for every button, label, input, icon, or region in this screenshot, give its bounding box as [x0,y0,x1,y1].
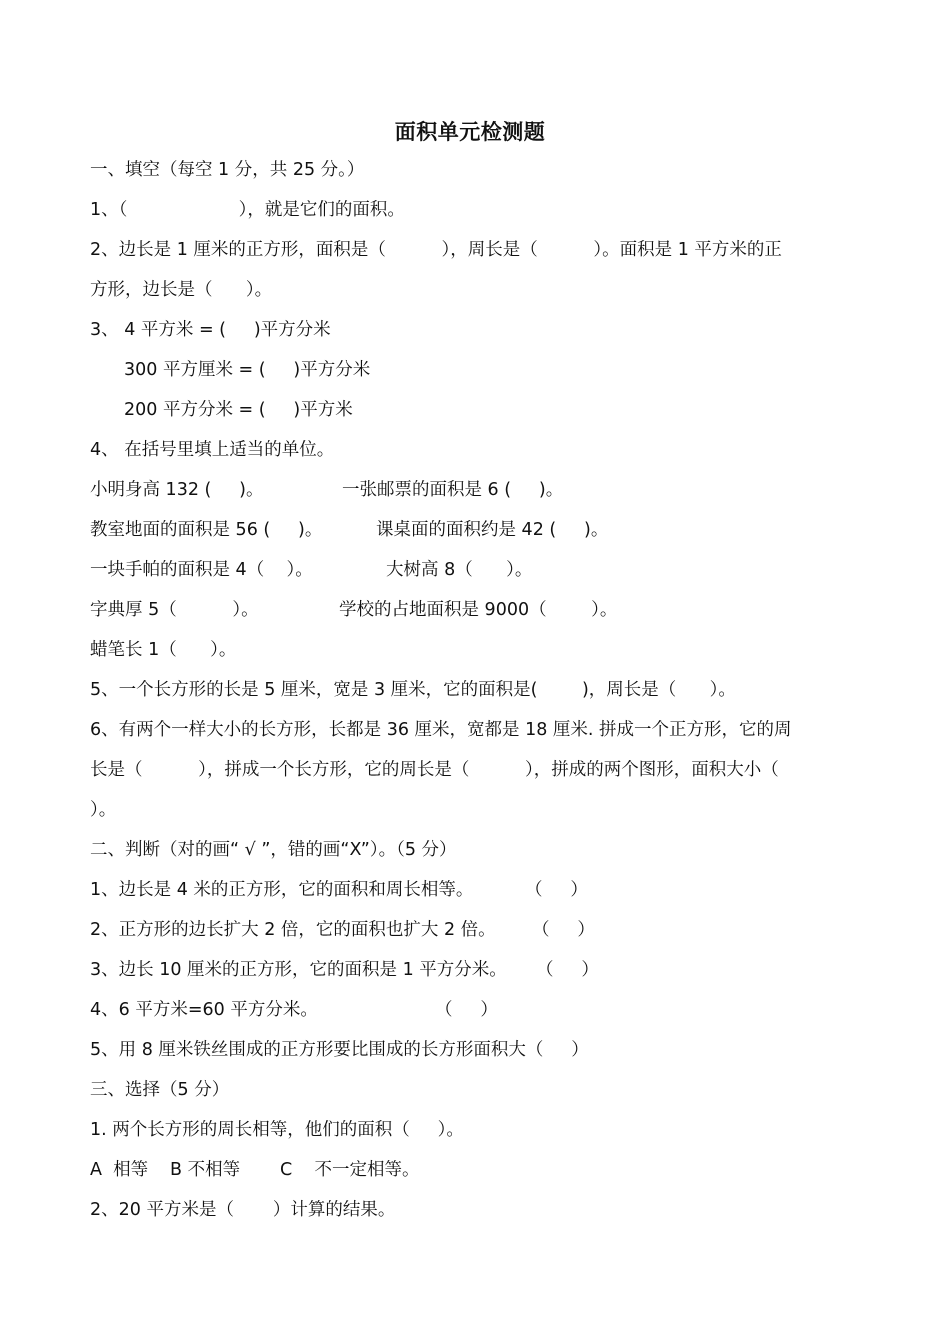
question-1-3c: 200 平方分米 = ( )平方米 [124,400,353,420]
question-1-1: 1、（ ），就是它们的面积。 [90,200,405,220]
choice-option-c: C 不一定相等。 [280,1160,420,1180]
judge-answer-3: （ ） [536,960,599,980]
question-1-6: 6、有两个一样大小的长方形，长都是 36 厘米，宽都是 18 厘米. 拼成一个正方形，它的周 [90,720,792,740]
unit-item: 字典厚 5（ ）。 [90,600,259,620]
question-1-2: 2、边长是 1 厘米的正方形，面积是（ ），周长是（ ）。面积是 1 平方米的正 [90,240,782,260]
section-2-heading: 二、判断（对的画“ √ ”，错的画“X”）。（5 分） [90,840,457,860]
unit-item: 大树高 8（ ）。 [386,560,533,580]
question-1-2-cont: 方形，边长是（ ）。 [90,280,273,300]
judge-answer-2: （ ） [532,920,595,940]
choice-question-1: 1. 两个长方形的周长相等，他们的面积（ ）。 [90,1120,464,1140]
judge-item-4: 4、6 平方米=60 平方分米。 [90,1000,318,1020]
choice-question-2: 2、20 平方米是（ ）计算的结果。 [90,1200,396,1220]
judge-answer-1: （ ） [525,880,588,900]
question-1-6-end: ）。 [90,800,117,820]
judge-item-5: 5、用 8 厘米铁丝围成的正方形要比围成的长方形面积大（ ） [90,1040,589,1060]
question-1-6-cont: 长是（ ），拼成一个长方形，它的周长是（ ），拼成的两个图形，面积大小（ [90,760,779,780]
unit-item: 一块手帕的面积是 4（ ）。 [90,560,313,580]
judge-item-2: 2、正方形的边长扩大 2 倍，它的面积也扩大 2 倍。 [90,920,496,940]
question-1-3b: 300 平方厘米 = ( )平方分米 [124,360,371,380]
unit-item: 课桌面的面积约是 42 ( )。 [376,520,609,540]
judge-item-1: 1、边长是 4 米的正方形，它的面积和周长相等。 [90,880,474,900]
unit-item: 一张邮票的面积是 6 ( )。 [342,480,564,500]
question-1-3a: 3、 4 平方米 = ( )平方分米 [90,320,331,340]
choice-option-b: B 不相等 [170,1160,241,1180]
page-title: 面积单元检测题 [394,120,546,144]
section-1-heading: 一、填空（每空 1 分，共 25 分。） [90,160,365,180]
unit-item: 蜡笔长 1（ ）。 [90,640,237,660]
judge-answer-4: （ ） [435,1000,498,1020]
unit-item: 小明身高 132 ( )。 [90,480,264,500]
section-3-heading: 三、选择（5 分） [90,1080,230,1100]
question-1-4: 4、 在括号里填上适当的单位。 [90,440,335,460]
question-1-5: 5、一个长方形的长是 5 厘米，宽是 3 厘米，它的面积是( )，周长是（ ）。 [90,680,736,700]
choice-option-a: A 相等 [90,1160,149,1180]
unit-item: 教室地面的面积是 56 ( )。 [90,520,323,540]
judge-item-3: 3、边长 10 厘米的正方形，它的面积是 1 平方分米。 [90,960,507,980]
unit-item: 学校的占地面积是 9000（ ）。 [339,600,618,620]
